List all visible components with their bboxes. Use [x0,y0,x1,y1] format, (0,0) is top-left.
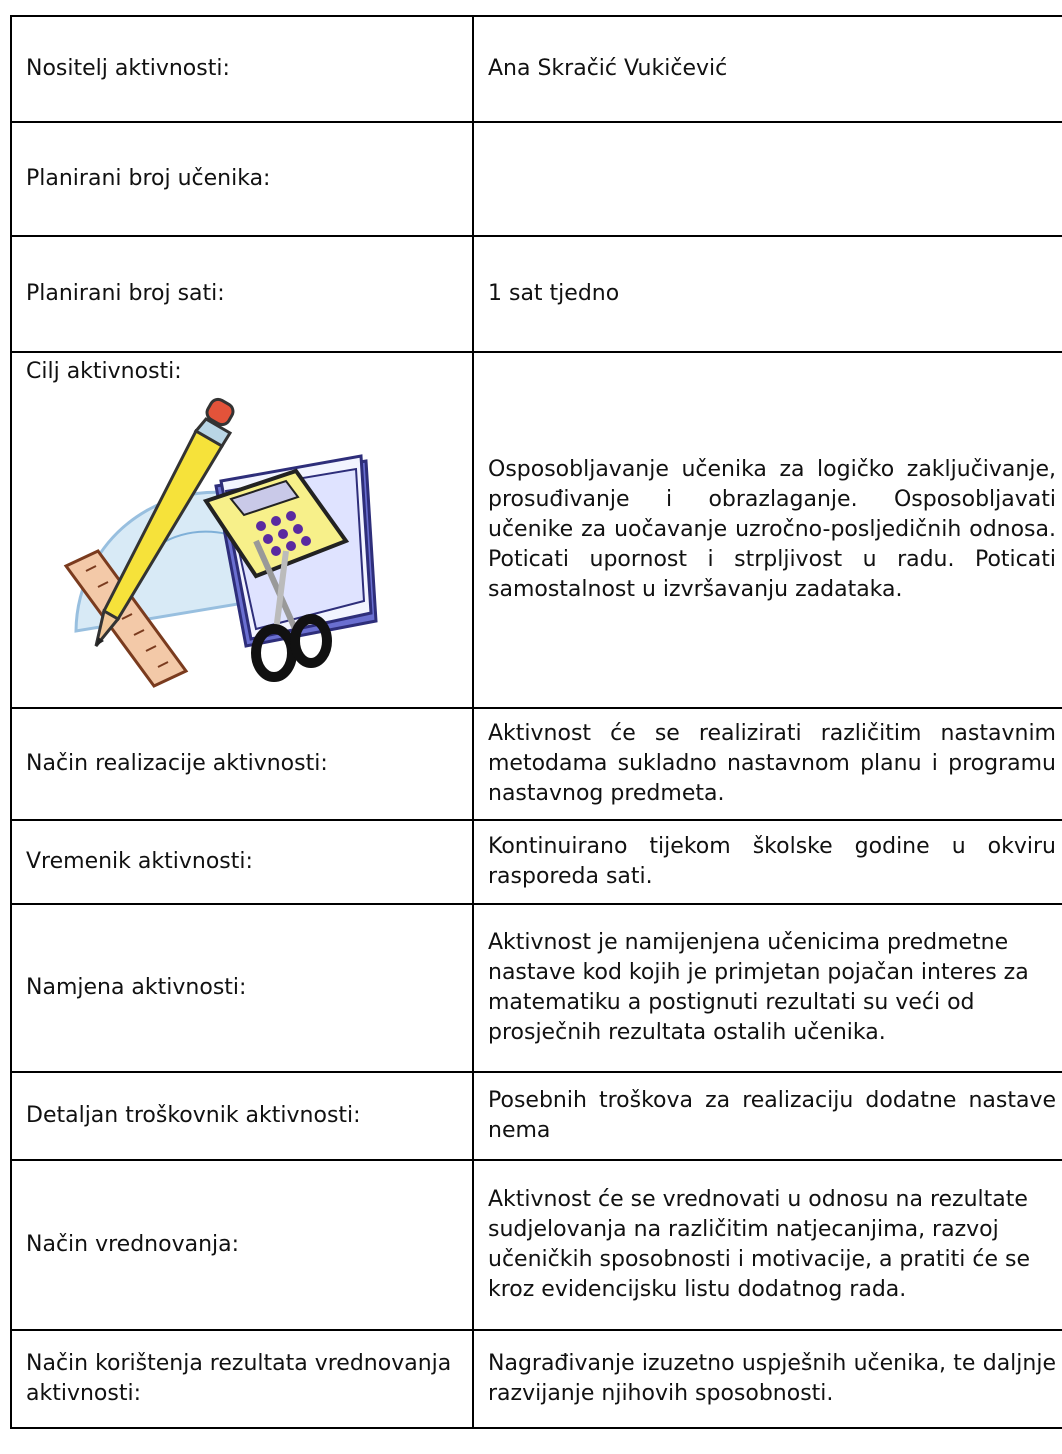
table-row [11,352,1062,708]
row-label: Cilj aktivnosti: [26,359,182,384]
row-value: 1 sat tjedno [473,236,1062,352]
table-row [11,708,1062,820]
row-value: Nagrađivanje izuzetno uspješnih učenika, te daljnje razvijanje njihovih sposobnosti. [473,1330,1062,1428]
row-value: Osposobljavanje učenika za logičko zaključivanje, prosuđivanje i obrazlaganje. Osposobljavati učenike za uočavanje uzročno-posljedičnih odnosa. Poticati upornost i strpljivost u radu. Poticati samostalnost u izvršavanju zadataka. [473,352,1062,708]
row-label: Način korištenja rezultata vrednovanja aktivnosti: [11,1330,473,1428]
row-value: Aktivnost je namijenjena učenicima predmetne nastave kod kojih je primjetan pojačan interes za matematiku a postignuti rezultati su veći od prosječnih rezultata ostalih učenika. [473,904,1062,1072]
row-value [473,122,1062,236]
row-label: Detaljan troškovnik aktivnosti: [11,1072,473,1160]
row-label: Način vrednovanja: [11,1160,473,1330]
math-supplies-clipart-icon [46,391,386,691]
row-label: Način realizacije aktivnosti: [11,708,473,820]
row-value: Kontinuirano tijekom školske godine u okviru rasporeda sati. [473,820,1062,904]
row-label: Planirani broj učenika: [11,122,473,236]
row-label: Vremenik aktivnosti: [11,820,473,904]
table-row [11,904,1062,1072]
table-row [11,1072,1062,1160]
table-row [11,236,1062,352]
table-row [11,820,1062,904]
row-value: Posebnih troškova za realizaciju dodatne nastave nema [473,1072,1062,1160]
row-label: Planirani broj sati: [11,236,473,352]
table-row [11,1330,1062,1428]
table-row [11,16,1062,122]
row-label: Nositelj aktivnosti: [11,16,473,122]
row-label: Namjena aktivnosti: [11,904,473,1072]
table-row [11,122,1062,236]
row-value: Ana Skračić Vukičević [473,16,1062,122]
row-value: Aktivnost će se realizirati različitim nastavnim metodama sukladno nastavnom planu i programu nastavnog predmeta. [473,708,1062,820]
activity-table [10,15,1062,1429]
table-row [11,1160,1062,1330]
row-value: Aktivnost će se vrednovati u odnosu na rezultate sudjelovanja na različitim natjecanjima, razvoj učeničkih sposobnosti i motivacije, a pratiti će se kroz evidencijsku listu dodatnog rada. [473,1160,1062,1330]
